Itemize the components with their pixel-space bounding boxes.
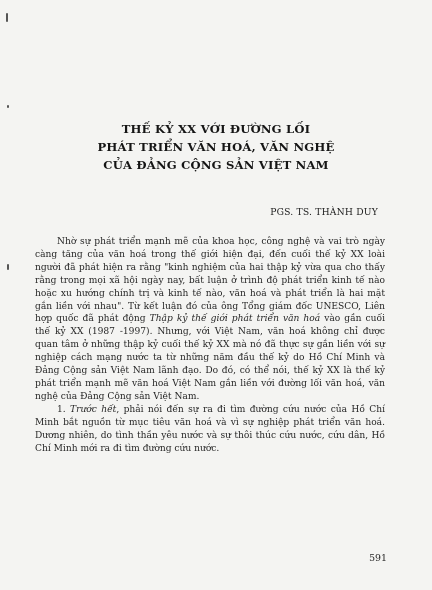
paragraph-1-italic-title: Thập kỷ thế giới phát triển văn hoá — [149, 314, 321, 325]
scan-mark-3 — [7, 264, 9, 270]
title-line-1: THẾ KỶ XX VỚI ĐƯỜNG LỐI — [121, 122, 311, 136]
author-name: PGS. TS. THÀNH DUY — [270, 207, 378, 218]
paragraph-2-italic-lead: Trước hết — [70, 404, 117, 415]
paragraph-1-part-a: Nhờ sự phát triển mạnh mẽ của khoa học, công nghệ và vai trò ngày càng tăng của văn hoá trong thế giới hiện đại, đến cuối thế kỷ XX loài người đã phát hiện ra rằng "kinh nghiệm của hai thập kỷ vừa qua cho thấy rằng trong mọi xã hội ngày nay, bất luận ở trình độ phát triển kinh tế nào hoặc xu hướng chính trị và kinh tế nào, văn hoá và phát triển là hai mặt gắn liền với nhau". Từ kết luận đó của ông Tổng giám đốc UNESCO, Liên hợp quốc đã phát động — [35, 237, 385, 325]
page-number: 591 — [369, 553, 387, 564]
paragraph-2-text: , phải nói đến sự ra đi tìm đường cứu nước của Hồ Chí Minh bắt nguồn từ mục tiêu văn hoá và vì sự nghiệp phát triển văn hoá. Dương nhiên, do tình thần yêu nước và sự thôi thúc cứu nước, cứu dân, Hồ Chí Minh mới ra đi tìm đường cứu nước. — [35, 404, 385, 454]
article-body — [35, 236, 385, 455]
title-line-2: PHÁT TRIỂN VĂN HOÁ, VĂN NGHỆ — [97, 140, 335, 154]
scan-mark-2 — [7, 105, 9, 108]
paragraph-1-part-b: vào gần cuối thế kỷ XX (1987 -1997). Nhưng, với Việt Nam, văn hoá không chỉ được quan tâm ở những thập kỷ cuối thế kỷ XX mà nó đã thực sự gắn liền với sự nghiệp cách mạng nước ta từ những năm đầu thế kỷ do Hồ Chí Minh và Đảng Cộng sản Việt Nam lãnh đạo. Do đó, có thể nói, thế kỷ XX là thế kỷ phát triển mạnh mẽ văn hoá Việt Nam gắn liền với đường lối văn hoá, văn nghệ của Đảng Cộng sản Việt Nam. — [35, 314, 385, 402]
paragraph-2 — [35, 404, 385, 456]
paragraph-1 — [35, 236, 385, 404]
article-title — [0, 120, 432, 174]
scan-mark-1 — [6, 13, 8, 22]
paragraph-2-number: 1. — [57, 404, 71, 415]
title-line-3: CỦA ĐẢNG CỘNG SẢN VIỆT NAM — [103, 158, 329, 172]
